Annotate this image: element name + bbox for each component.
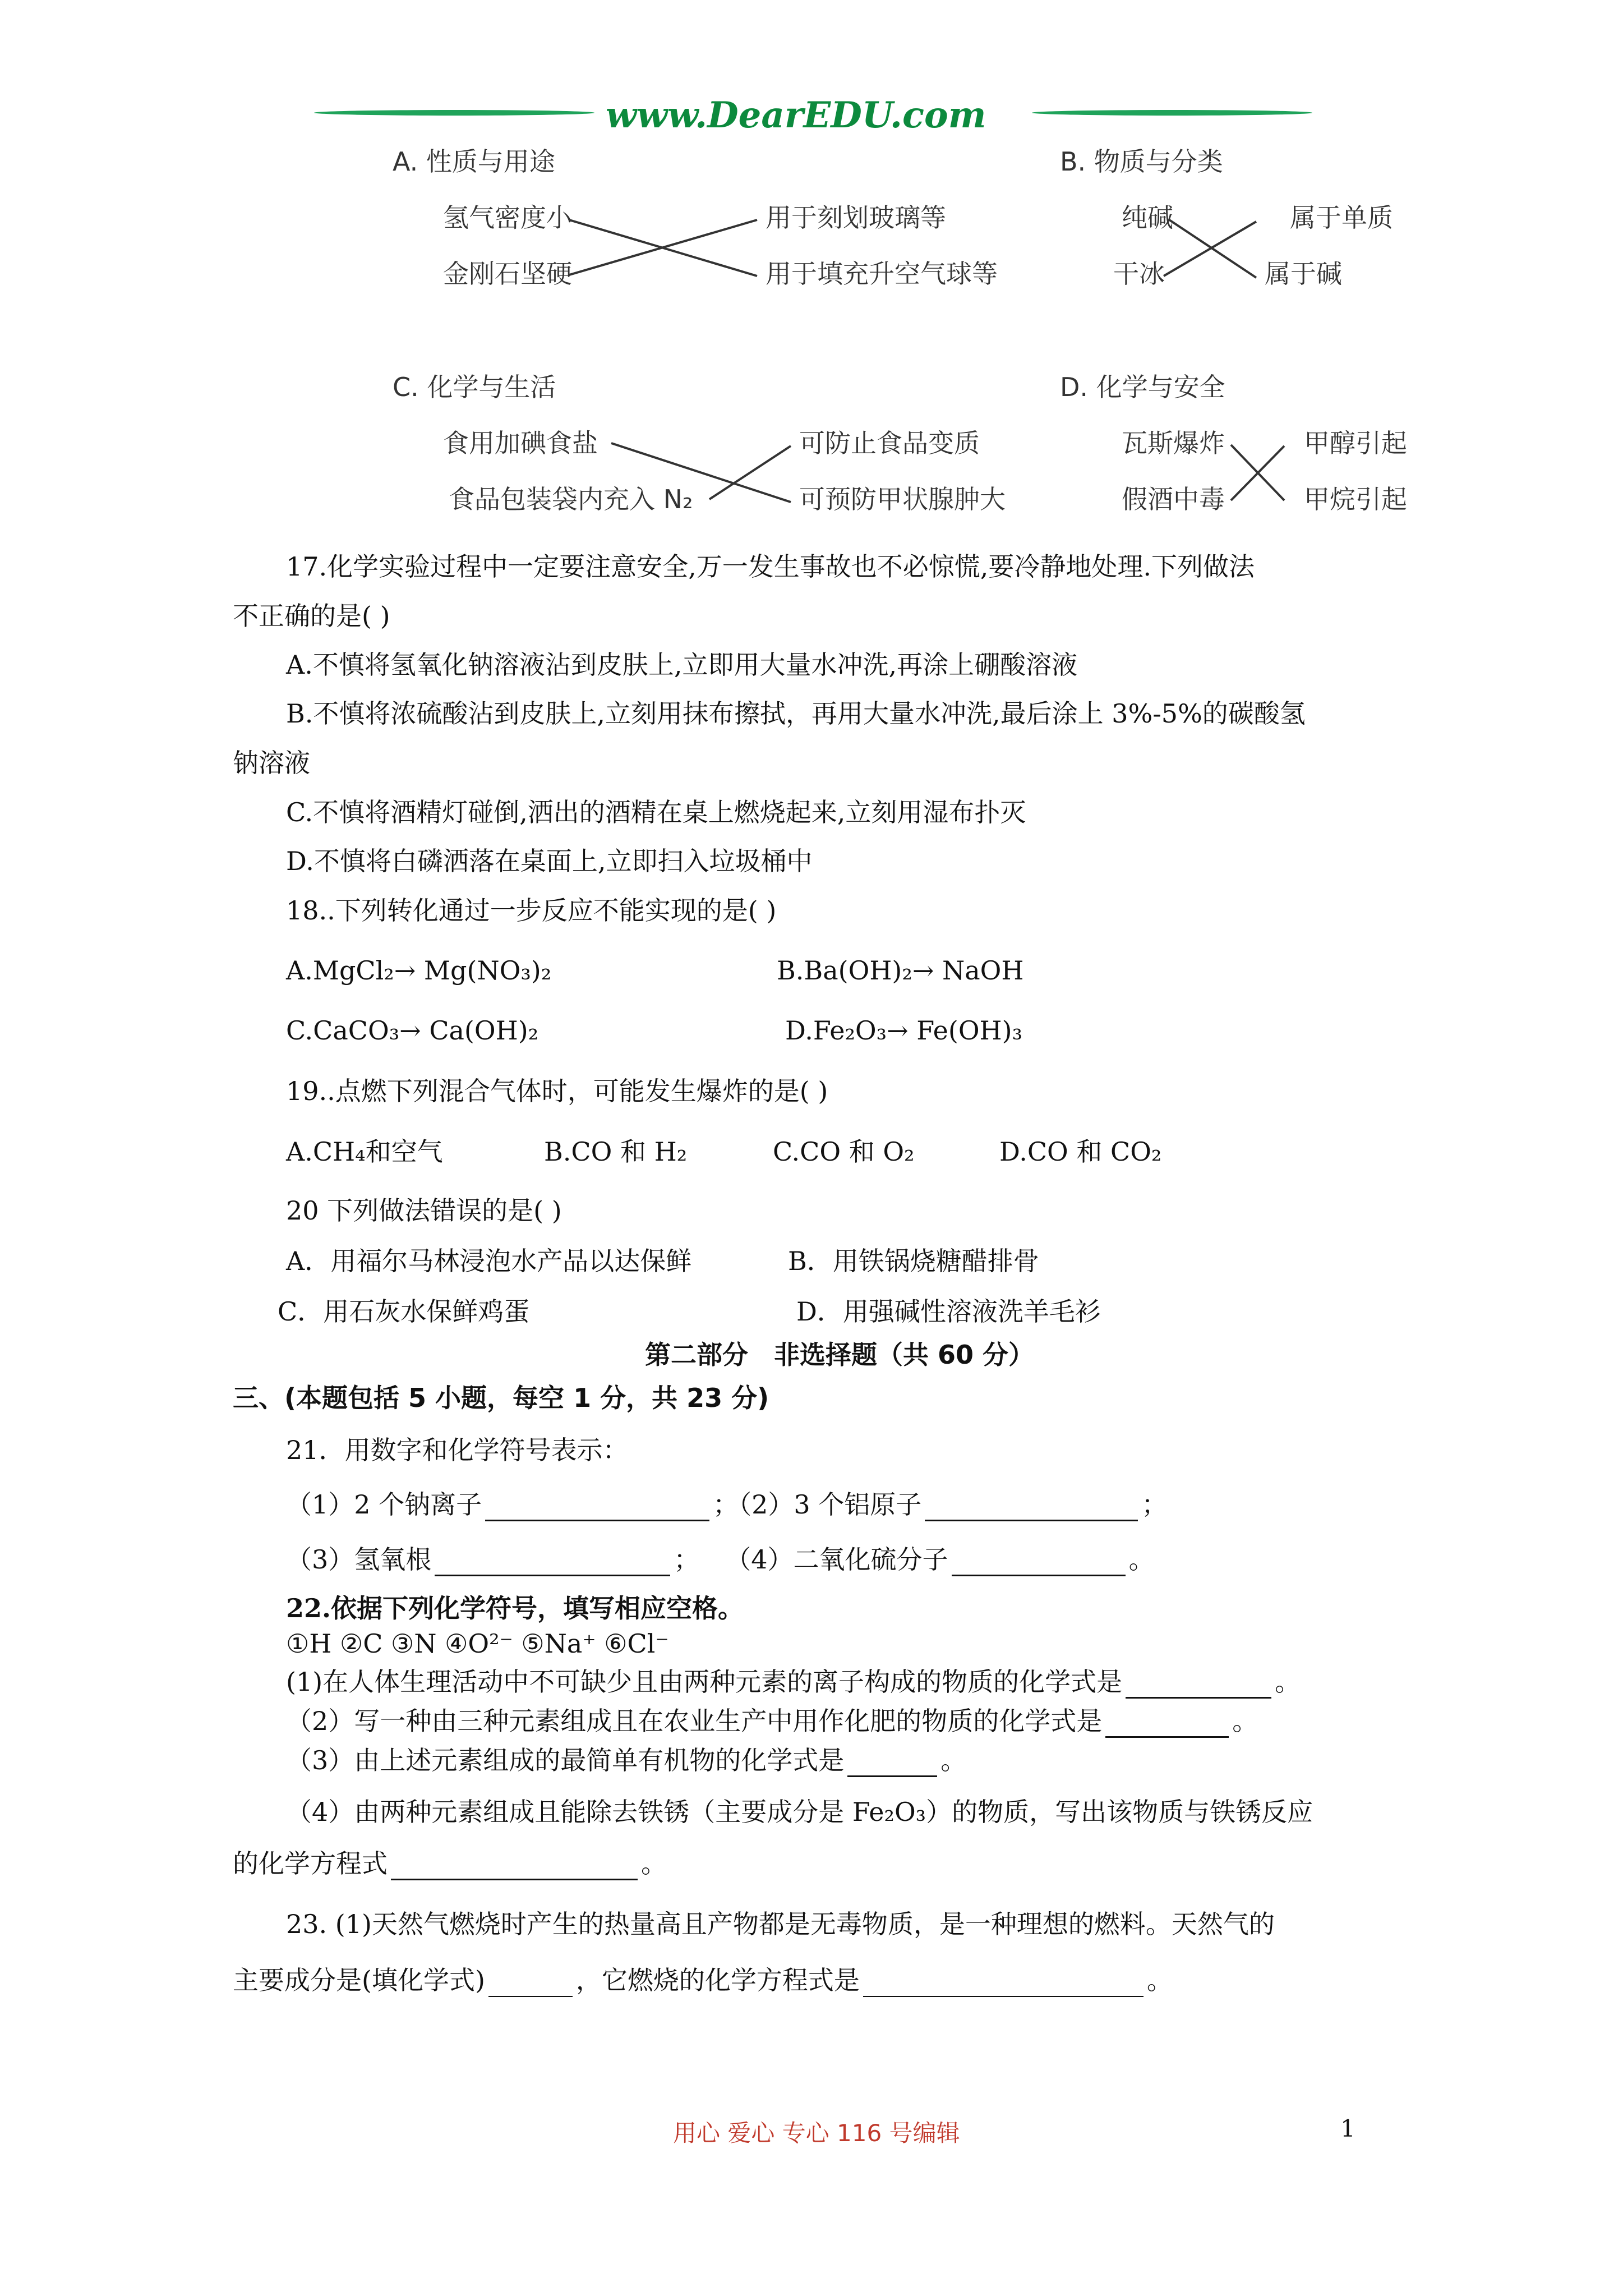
watermark-logo: www.DearEDU.com [606,94,986,136]
matching-a-right-2: 用于填充升空气球等 [766,259,998,289]
matching-a-left-2: 金刚石坚硬 [443,259,572,289]
q18-option-a: A.MgCl₂→ Mg(NO₃)₂ [286,955,552,986]
q22-part3-end: 。 [940,1745,967,1775]
q23-line2-text: 主要成分是(填化学式) [233,1965,485,1995]
q23-blank-1[interactable] [488,1971,573,1997]
q22-part1 [286,1665,1301,1699]
q20-stem: 20 下列做法错误的是( ) [286,1195,562,1226]
matching-b-title: B. 物质与分类 [1060,146,1223,177]
q20-option-d: D．用强碱性溶液洗羊毛衫 [796,1296,1101,1327]
matching-c-left-1: 食用加碘食盐 [443,428,598,458]
q22-blank-1[interactable] [1126,1672,1271,1699]
matching-d-left-2: 假酒中毒 [1122,484,1225,514]
matching-b-right-1: 属于单质 [1290,203,1393,233]
q22-part2-end: 。 [1232,1706,1258,1736]
q22-part3 [286,1743,966,1777]
q19-option-c: C.CO 和 O₂ [773,1137,915,1167]
matching-b-left-2: 干冰 [1113,259,1165,289]
q22-blank-4[interactable] [391,1854,638,1880]
section3-heading: 三、(本题包括 5 小题，每空 1 分，共 23 分) [233,1383,769,1413]
q22-symbols: ①H ②C ③N ④O²⁻ ⑤Na⁺ ⑥Cl⁻ [286,1628,669,1659]
q17-option-d: D.不慎将白磷洒落在桌面上,立即扫入垃圾桶中 [286,846,813,876]
q21-blank-3[interactable] [435,1550,670,1576]
matching-d-left-1: 瓦斯爆炸 [1122,428,1225,458]
q23-line1: 23. (1)天然气燃烧时产生的热量高且产物都是无毒物质，是一种理想的燃料。天然气的 [286,1909,1275,1939]
q22-part4-text: 的化学方程式 [233,1848,388,1879]
matching-a-left-1: 氢气密度小 [443,203,572,233]
q17-stem-line1: 17.化学实验过程中一定要注意安全,万一发生事故也不必惊慌,要冷静地处理.下列做法 [286,551,1255,582]
q21-blank-1[interactable] [485,1495,709,1521]
q21-item3-label: （3）氢氧根 [286,1544,432,1575]
matching-connector-lines [0,0,1623,561]
q23-line2-mid: ，它燃烧的化学方程式是 [575,1965,860,1995]
q20-option-b: B．用铁锅烧糖醋排骨 [788,1246,1039,1276]
q22-part4-line1: （4）由两种元素组成且能除去铁锈（主要成分是 Fe₂O₃）的物质，写出该物质与铁锈反应 [286,1797,1313,1827]
matching-d-title: D. 化学与安全 [1060,372,1225,402]
matching-a-right-1: 用于刻划玻璃等 [766,203,946,233]
matching-d-right-2: 甲烷引起 [1304,484,1407,514]
q20-option-a: A．用福尔马林浸泡水产品以达保鲜 [286,1246,692,1276]
q22-blank-3[interactable] [847,1751,937,1777]
q18-option-d: D.Fe₂O₃→ Fe(OH)₃ [785,1015,1023,1046]
q18-option-c: C.CaCO₃→ Ca(OH)₂ [286,1015,539,1046]
connector-c-1 [611,443,791,502]
q17-option-c: C.不慎将酒精灯碰倒,洒出的酒精在桌上燃烧起来,立刻用湿布扑灭 [286,797,1026,827]
matching-c-left-2: 食品包装袋内充入 N₂ [449,484,693,514]
q22-part4-end: 。 [641,1848,667,1879]
q20-option-c: C．用石灰水保鲜鸡蛋 [278,1296,530,1327]
q21-item2-label: ；（2）3 个铝原子 [713,1489,922,1520]
q22-part4-line2 [233,1847,667,1880]
connector-c-2 [709,446,791,499]
matching-d-right-1: 甲醇引起 [1304,428,1407,458]
q18-stem: 18..下列转化通过一步反应不能实现的是( ) [286,895,777,926]
q22-part1-text: (1)在人体生理活动中不可缺少且由两种元素的离子构成的物质的化学式是 [286,1667,1123,1697]
matching-c-right-1: 可防止食品变质 [799,428,980,458]
q23-line2-end: 。 [1146,1965,1173,1995]
q21-item1-label: （1）2 个钠离子 [286,1489,482,1520]
q21-line1-end: ； [1141,1489,1168,1520]
q23-blank-2[interactable] [863,1971,1144,1997]
q17-stem-line2: 不正确的是( ) [233,601,390,631]
matching-b-right-2: 属于碱 [1265,259,1342,289]
q17-option-b-line1: B.不慎将浓硫酸沾到皮肤上,立刻用抹布擦拭，再用大量水冲洗,最后涂上 3%-5%的碳酸氢 [286,698,1306,729]
q22-blank-2[interactable] [1105,1711,1229,1738]
q21-stem: 21．用数字和化学符号表示： [286,1435,629,1465]
q19-option-d: D.CO 和 CO₂ [999,1137,1162,1167]
q22-part3-text: （3）由上述元素组成的最简单有机物的化学式是 [286,1745,845,1775]
q21-item4-label: ； （4）二氧化硫分子 [674,1544,948,1575]
part2-heading: 第二部分 非选择题（共 60 分） [645,1340,1035,1370]
matching-c-title: C. 化学与生活 [393,372,556,402]
q21-line2-end: 。 [1128,1544,1155,1575]
q22-stem: 22.依据下列化学符号，填写相应空格。 [286,1593,744,1623]
q22-part2 [286,1704,1258,1738]
q21-blank-4[interactable] [952,1550,1126,1576]
page-number: 1 [1340,2115,1355,2142]
q22-part2-text: （2）写一种由三种元素组成且在农业生产中用作化肥的物质的化学式是 [286,1706,1103,1736]
q18-option-b: B.Ba(OH)₂→ NaOH [777,955,1024,986]
matching-b-left-1: 纯碱 [1122,203,1173,233]
q21-line2 [286,1543,1155,1576]
q19-option-b: B.CO 和 H₂ [544,1137,688,1167]
footer-text: 用心 爱心 专心 116 号编辑 [673,2119,960,2147]
q17-option-b-line2: 钠溶液 [233,748,310,778]
matching-c-right-2: 可预防甲状腺肿大 [799,484,1006,514]
q17-option-a: A.不慎将氢氧化钠溶液沾到皮肤上,立即用大量水冲洗,再涂上硼酸溶液 [286,650,1078,680]
q22-part1-end: 。 [1275,1667,1301,1697]
q19-stem: 19..点燃下列混合气体时，可能发生爆炸的是( ) [286,1076,828,1106]
q19-option-a: A.CH₄和空气 [286,1137,443,1167]
matching-a-title: A. 性质与用途 [393,146,555,177]
q21-blank-2[interactable] [925,1495,1138,1521]
q21-line1 [286,1488,1167,1521]
q23-line2 [233,1963,1173,1997]
